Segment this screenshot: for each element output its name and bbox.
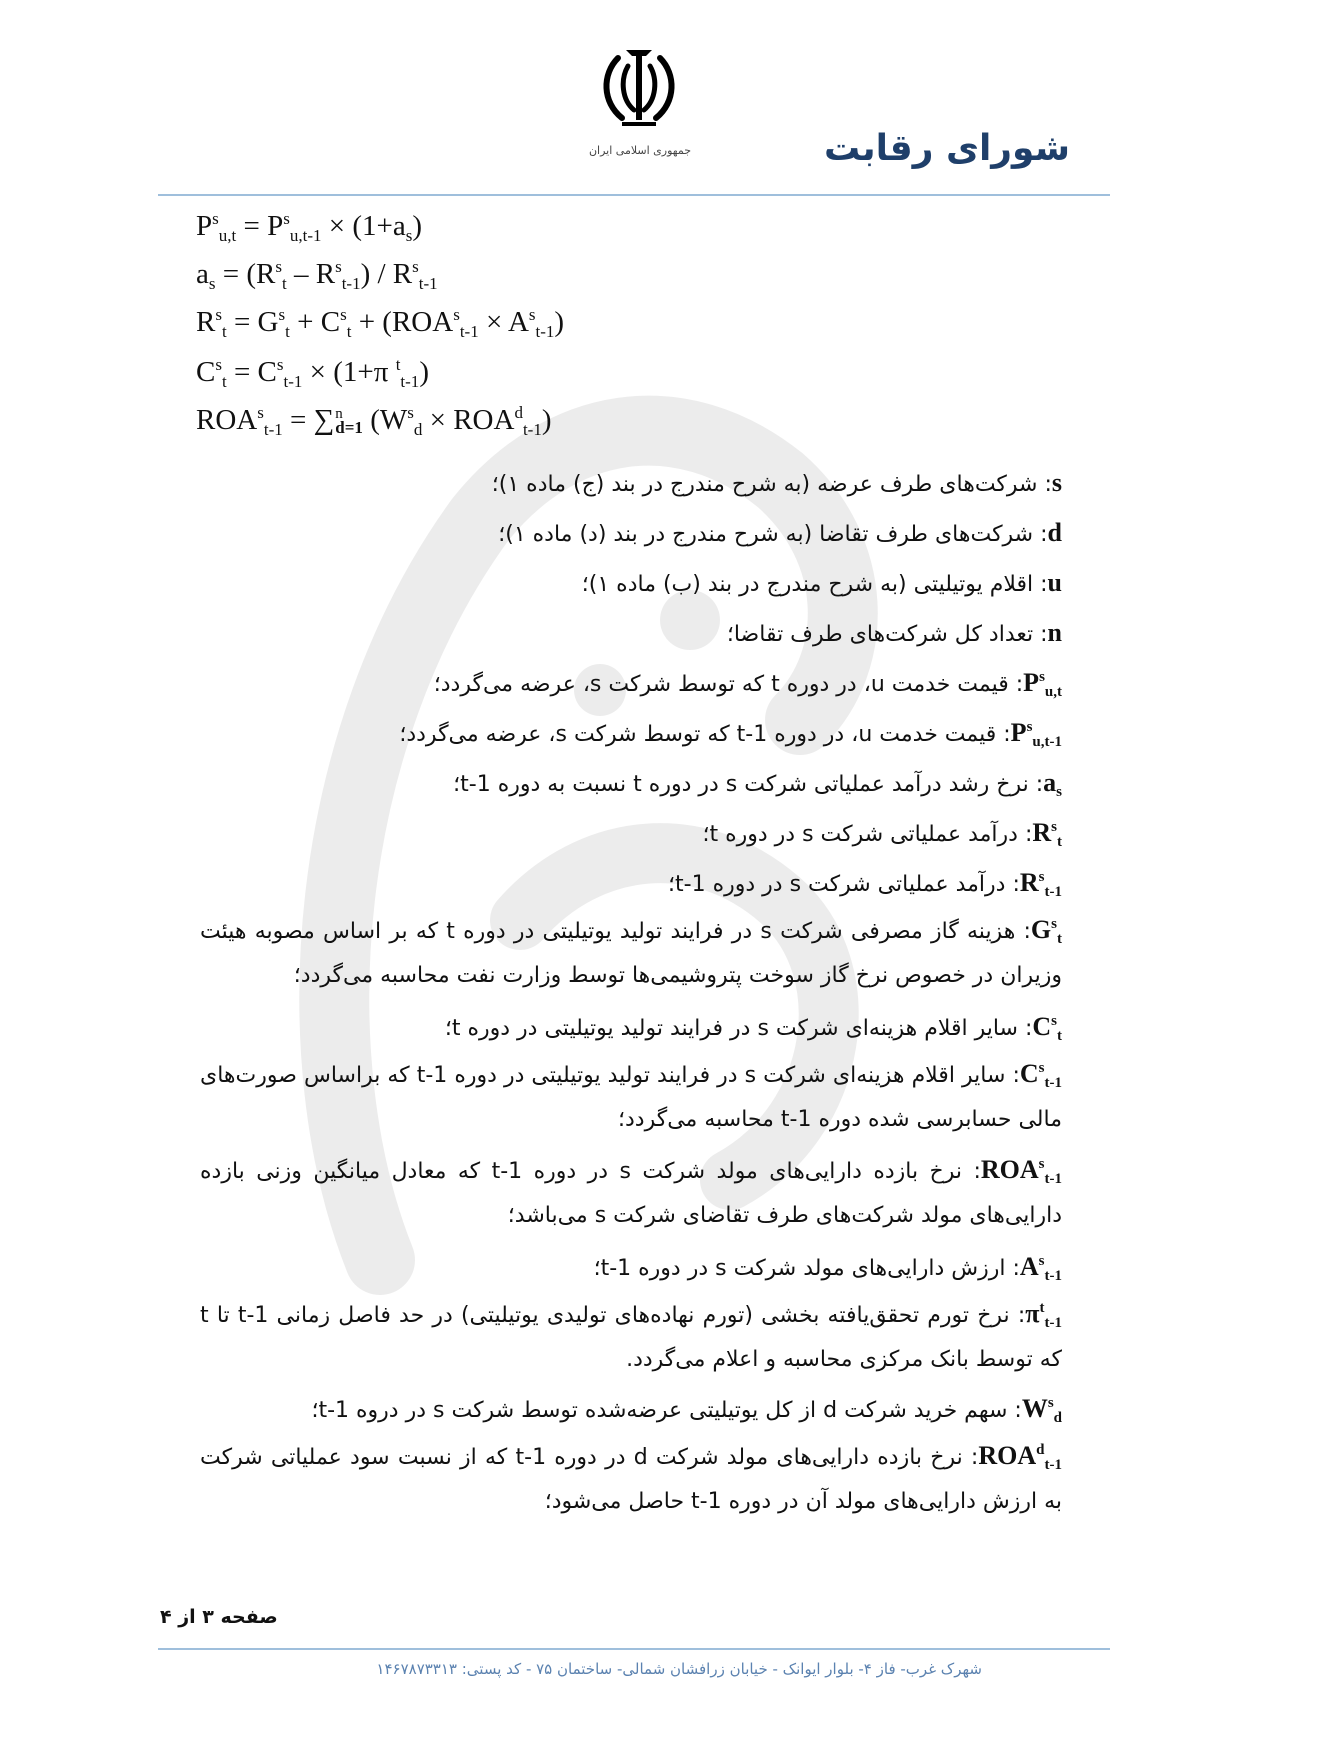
header-divider bbox=[158, 194, 1110, 196]
definition-item bbox=[582, 568, 1062, 598]
definition-text: : شرکت‌های طرف عرضه (به شرح مندرج در بند (ج) ماده ۱)؛ bbox=[491, 472, 1052, 497]
definition-symbol: $W^s_d$ bbox=[1021, 1394, 1062, 1426]
definition-text: : نرخ تورم تحقق‌یافته بخشی (تورم نهاده‌های تولیدی یوتیلیتی) در حد فاصل زمانی t-1 تا t که توسط بانک مرکزی محاسبه و اعلام می‌گردد. bbox=[200, 1303, 1062, 1372]
definition-item bbox=[492, 468, 1062, 498]
definition-symbol: $P^s_{u,t}$ bbox=[1023, 668, 1062, 700]
formula-roa: $ROA^s_{t-1} = \sum n$ d=1 $(W^s_d \times ROA^d_{t-1})$ bbox=[196, 403, 552, 439]
organization-name: شورای رقابت bbox=[823, 128, 1070, 169]
definition-symbol: $R^s_{t-1}$ bbox=[1019, 868, 1062, 900]
definition-item bbox=[399, 718, 1062, 748]
definition-item bbox=[311, 1394, 1062, 1424]
definition-text: : قیمت خدمت u، در دوره t-1 که توسط شرکت s، عرضه می‌گردد؛ bbox=[399, 722, 1011, 747]
definition-item bbox=[702, 818, 1062, 848]
emblem-caption: جمهوری اسلامی ایران bbox=[588, 144, 692, 157]
iran-emblem-logo bbox=[596, 44, 682, 130]
definition-text: : شرکت‌های طرف تقاضا (به شرح مندرج در بند (د) ماده ۱)؛ bbox=[498, 522, 1048, 547]
definition-text: : نرخ بازده دارایی‌های مولد شرکت s در دوره t-1 که معادل میانگین وزنی بازده دارایی‌های مولد شرکت‌های طرف تقاضای شرکت s می‌باشد؛ bbox=[200, 1159, 1062, 1228]
definition-item bbox=[200, 1052, 1062, 1142]
definition-item bbox=[200, 1292, 1062, 1382]
definition-symbol: u bbox=[1047, 568, 1062, 597]
definition-symbol: n bbox=[1047, 618, 1062, 647]
definition-text: : نرخ رشد درآمد عملیاتی شرکت s در دوره t نسبت به دوره t-1؛ bbox=[453, 772, 1044, 797]
definition-symbol: $ROA^s_{t-1}$ bbox=[980, 1155, 1062, 1187]
definition-symbol: $ROA^d_{t-1}$ bbox=[978, 1441, 1062, 1473]
definition-symbol: $A^s_{t-1}$ bbox=[1019, 1252, 1062, 1284]
definition-item bbox=[200, 1148, 1062, 1238]
definition-symbol: $C^s_t$ bbox=[1032, 1012, 1062, 1044]
definition-item bbox=[453, 768, 1062, 798]
footer-divider bbox=[158, 1648, 1110, 1650]
definition-item bbox=[668, 868, 1062, 898]
definition-symbol: $C^s_{t-1}$ bbox=[1019, 1059, 1062, 1091]
definition-item bbox=[498, 518, 1062, 548]
formula-price: $P^s_{u,t} = P^s_{u,t-1} \times (1+a_s)$ bbox=[196, 209, 423, 245]
definition-symbol: $a_s$ bbox=[1043, 768, 1062, 800]
definition-text: : سهم خرید شرکت d از کل یوتیلیتی عرضه‌شده توسط شرکت s در دروه t-1؛ bbox=[311, 1398, 1022, 1423]
page-number: صفحه ۳ از ۴ bbox=[160, 1606, 278, 1628]
definition-text: : هزینه گاز مصرفی شرکت s در فرایند تولید یوتیلیتی در دوره t که بر اساس مصوبه هیئت وزیران در خصوص نرخ گاز سوخت پتروشیمی‌ها توسط وزارت نفت محاسبه می‌گردد؛ bbox=[200, 919, 1062, 988]
definition-symbol: $G^s_t$ bbox=[1030, 915, 1062, 947]
definition-item bbox=[200, 908, 1062, 998]
definition-symbol: d bbox=[1047, 518, 1062, 547]
definition-text: : نرخ بازده دارایی‌های مولد شرکت d در دوره t-1 که از نسبت سود عملیاتی شرکت به ارزش دارایی‌های مولد آن در دوره t-1 حاصل می‌شود؛ bbox=[200, 1445, 1062, 1514]
definition-symbol: $P^s_{u,t-1}$ bbox=[1010, 718, 1062, 750]
definition-symbol: s bbox=[1051, 468, 1062, 497]
definition-text: : تعداد کل شرکت‌های طرف تقاضا؛ bbox=[726, 622, 1048, 647]
definition-item bbox=[727, 618, 1062, 648]
definition-text: : قیمت خدمت u، در دوره t که توسط شرکت s، عرضه می‌گردد؛ bbox=[433, 672, 1024, 697]
definition-text: : اقلام یوتیلیتی (به شرح مندرج در بند (ب) ماده ۱)؛ bbox=[581, 572, 1048, 597]
definition-item bbox=[445, 1012, 1062, 1042]
footer-address: شهرک غرب- فاز ۴- بلوار ایوانک - خیابان زرافشان شمالی- ساختمان ۷۵ - کد پستی: ۱۴۶۷۸۷۳۳۱۳ bbox=[376, 1660, 982, 1678]
definition-text: : ارزش دارایی‌های مولد شرکت s در دوره t-1؛ bbox=[593, 1256, 1020, 1281]
definition-text: : سایر اقلام هزینه‌ای شرکت s در فرایند تولید یوتیلیتی در دوره t-1 که براساس صورت‌های مالی حسابرسی شده دوره t-1 محاسبه می‌گردد؛ bbox=[200, 1063, 1062, 1132]
definition-text: : درآمد عملیاتی شرکت s در دوره t؛ bbox=[702, 822, 1033, 847]
definition-text: : درآمد عملیاتی شرکت s در دوره t-1؛ bbox=[668, 872, 1020, 897]
definition-item bbox=[200, 1434, 1062, 1524]
formula-cost: $C^s_t = C^s_{t-1} \times (1+\pi$ $^t_{t-1}$) bbox=[196, 355, 429, 391]
definition-item bbox=[594, 1252, 1062, 1282]
formula-growth-rate: $a_s = (R^s_t - R^s_{t-1}) / R^s_{t-1}$ bbox=[196, 257, 438, 293]
definition-text: : سایر اقلام هزینه‌ای شرکت s در فرایند تولید یوتیلیتی در دوره t؛ bbox=[444, 1016, 1033, 1041]
definition-symbol: $\pi^t_{t-1}$ bbox=[1025, 1299, 1062, 1331]
formula-revenue: $R^s_t = G^s_t + C^s_t + (ROA^s_{t-1} \times A^s_{t-1})$ bbox=[196, 305, 565, 341]
definition-symbol: $R^s_t$ bbox=[1032, 818, 1062, 850]
definition-item bbox=[434, 668, 1062, 698]
